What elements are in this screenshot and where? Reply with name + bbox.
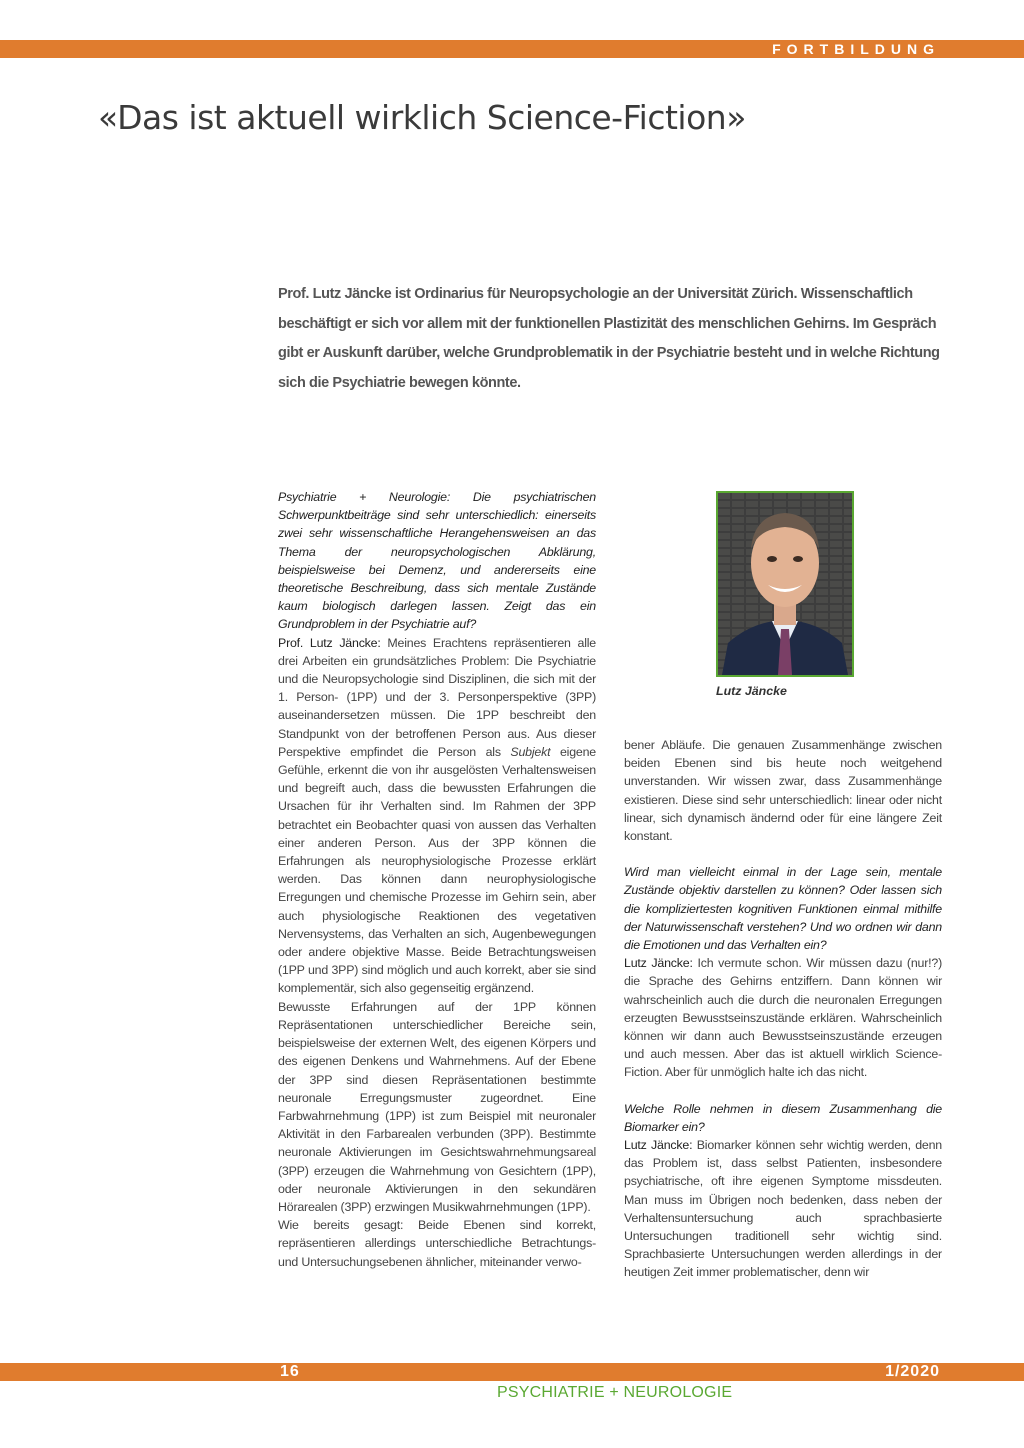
left-text-column: [278, 488, 596, 1271]
answer-1-text: Meines Erachtens repräsentieren alle drei Arbeiten ein grundsätzliches Problem: Die Psychiatrie und die Neuropsychologie sind Disziplinen, die sich mit der 1. Person- (1PP) und der 3. Personperspektive (3PP) auseinandersetzen müssen. Die 1PP beschreibt den Standpunkt von der betroffenen Person aus. Aus dieser Perspektive empfindet die Person als: [278, 635, 596, 759]
question-1: Psychiatrie + Neurologie: Die psychiatrischen Schwerpunktbeiträge sind sehr unterschiedlich: einerseits zwei sehr wissenschaftliche Herangehensweisen an das Thema der neuropsychologischen Abklärung, beispielsweise bei Demenz, und andererseits eine theoretische Beschreibung, dass sich mentale Zustände kaum biologisch darlegen lassen. Zeigt das ein Grundproblem in der Psychiatrie auf?: [278, 490, 596, 632]
right-text-column: [624, 736, 942, 1282]
section-header-bar: [0, 40, 1024, 58]
journal-name: PSYCHIATRIE + NEUROLOGIE: [497, 1384, 733, 1401]
paragraph-answer-2: [624, 863, 942, 1081]
paragraph-2: Bewusste Erfahrungen auf der 1PP können Repräsentationen unterschiedlicher Bereiche sein, beispielsweise der externen Welt, des eigenen Körpers und des eigenen Denkens und Wahrnehmens. Auf der Ebene der 3PP sind diesen Repräsentationen bestimmte neuronale Erregungsmuster zugeordnet. Eine Farbwahrnehmung (1PP) ist zum Beispiel mit neuronaler Aktivität in den Farbarealen verbunden (3PP). Bestimmte neuronale Aktivierungen im Gesichtswahrnehmungsareal (3PP) erzeugen die Wahrnehmung von Gesichtern (1PP), oder neuronale Aktivierungen in den sekundären Hörarealen (3PP) erzwingen Musikwahrnehmungen (1PP).: [278, 999, 596, 1214]
photo-caption: Lutz Jäncke: [716, 684, 787, 698]
speaker-label: Prof. Lutz Jäncke:: [278, 635, 381, 650]
page-number: 16: [280, 1363, 300, 1380]
paragraph-continued: bener Abläufe. Die genauen Zusammenhänge zwischen beiden Ebenen sind bis heute noch weitgehend unverstanden. Wir wissen zwar, dass Zusammenhänge existieren. Diese sind sehr unterschiedlich: linear oder nicht linear, sich dynamisch ändernd oder für eine längere Zeit konstant.: [624, 738, 942, 844]
question-3: Welche Rolle nehmen in diesem Zusammenhang die Biomarker ein?: [624, 1101, 942, 1134]
issue-number: 1/2020: [885, 1363, 940, 1380]
footer-bar: [0, 1363, 1024, 1381]
question-2: Wird man vielleicht einmal in der Lage sein, mentale Zustände objektiv darstellen zu können? Oder lassen sich die kompliziertesten kognitiven Funktionen einmal mithilfe der Naturwissenschaft verstehen? Und wo ordnen wir dann die Emotionen und das Verhalten ein?: [624, 865, 942, 953]
paragraph-answer-1: [278, 488, 596, 998]
speaker-label: Lutz Jäncke:: [624, 956, 693, 971]
paragraph-3: Wie bereits gesagt: Beide Ebenen sind korrekt, repräsentieren allerdings unterschiedliche Betrachtungs- und Untersuchungsebenen ähnlicher, miteinander verwo-: [278, 1218, 596, 1269]
portrait-photo: [716, 491, 854, 677]
portrait-image: [718, 493, 852, 675]
speaker-label: Lutz Jäncke:: [624, 1138, 693, 1153]
answer-1-text-continued: eigene Gefühle, erkennt die von ihr ausgelösten Verhaltensweisen und begreift auch, dass die bewussten Erfahrungen die Ursachen für ihr Verhalten sind. Im Rahmen der 3PP betrachtet ein Beobachter quasi von aussen das Verhalten einer anderen Person. Aus der 3PP können die Erfahrungen als neurophysiologische Prozesse erklärt werden. Das können dann neurophysiologische Erregungen und chemische Prozesse im Gehirn sein, aber auch physiologische Reaktionen des vegetativen Nervensystems, das Verhalten an sich, Augenbewegungen oder andere objektive Masse. Beide Betrachtungsweisen (1PP und 3PP) sind möglich und auch korrekt, aber sie sind komplementär, sich also gegenseitig ergänzend.: [278, 744, 596, 996]
article-title: «Das ist aktuell wirklich Science-Fiction»: [98, 98, 746, 137]
emphasis-subjekt: Subjekt: [510, 744, 551, 759]
paragraph-answer-3: [624, 1100, 942, 1282]
article-lead: Prof. Lutz Jäncke ist Ordinarius für Neuropsychologie an der Universität Zürich. Wissenschaftlich beschäftigt er sich vor allem mit der funktionellen Plastizität des menschlichen Gehirns. Im Gespräch gibt er Auskunft darüber, welche Grundproblematik in der Psychiatrie besteht und in welche Richtung sich die Psychiatrie bewegen könnte.: [278, 286, 940, 391]
answer-3-text: Biomarker können sehr wichtig werden, denn das Problem ist, dass selbst Patienten, insbesondere psychiatrische, oft ihre eigenen Symptome missdeuten. Man muss im Übrigen noch bedenken, dass neben der Verhaltensuntersuchung auch sprachbasierte Untersuchungen traditionell sehr wichtig sind. Sprachbasierte Untersuchungen werden allerdings in der heutigen Zeit immer problematischer, denn wir: [624, 1138, 942, 1280]
answer-2-text: Ich vermute schon. Wir müssen dazu (nur!?) die Sprache des Gehirns entziffern. Dann können wir wahrscheinlich auch die durch die neuronalen Erregungen erzeugten Bewusstseinszustände erklären. Wahrscheinlich können wir dann auch Bewusstseinszustände erzeugen und auch messen. Aber das ist aktuell wirklich Science-Fiction. Aber für unmöglich halte ich das nicht.: [624, 956, 942, 1080]
section-label: FORTBILDUNG: [772, 41, 940, 57]
